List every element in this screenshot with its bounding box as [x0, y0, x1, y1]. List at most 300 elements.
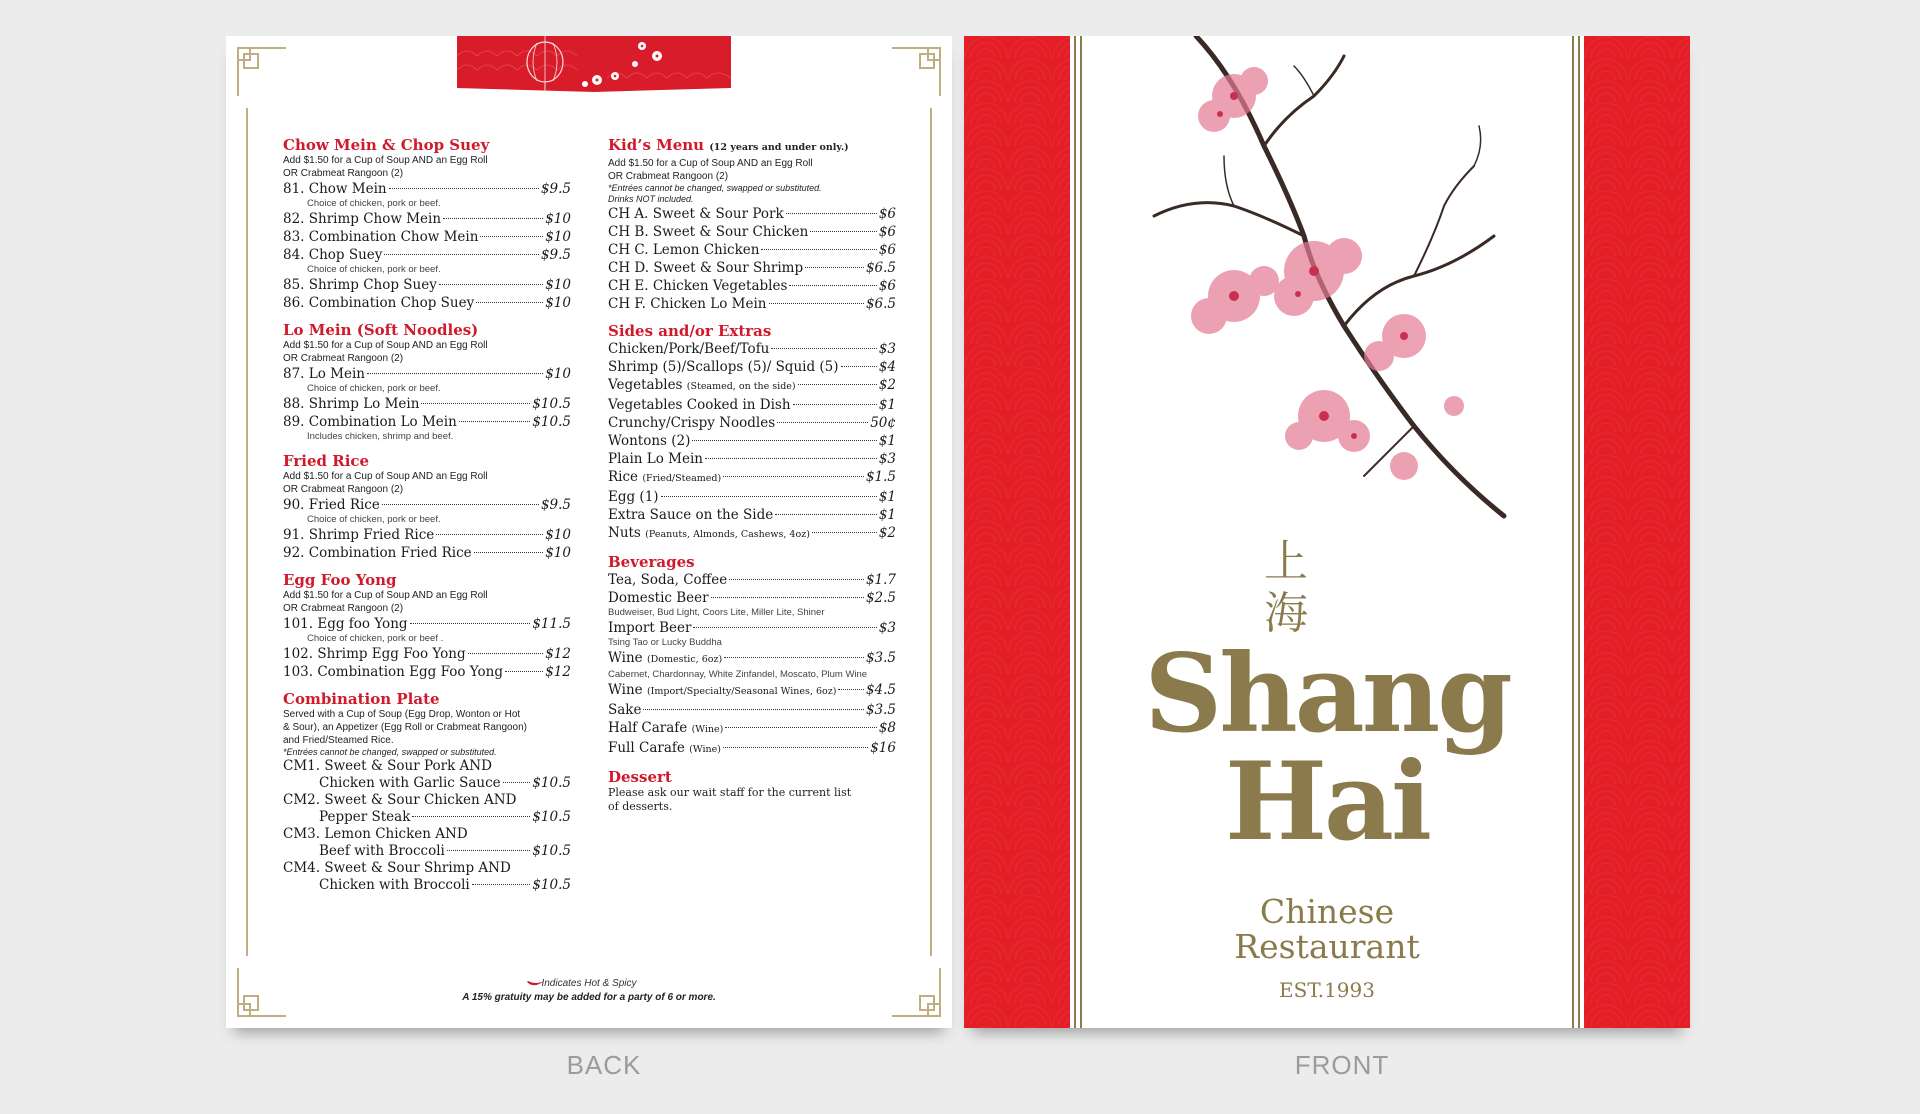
- dot-leader: [443, 218, 543, 219]
- menu-item: [608, 701, 896, 719]
- menu-item: [283, 210, 571, 228]
- section-title-text: Egg Foo Yong: [283, 571, 397, 589]
- item-name: [608, 571, 727, 589]
- item-price: $10: [545, 527, 571, 543]
- combo-item: [283, 792, 571, 826]
- menu-item: [283, 615, 571, 633]
- item-price: $3.5: [865, 702, 896, 718]
- section-note: Add $1.50 for a Cup of Soup AND an Egg Roll: [283, 590, 488, 601]
- dot-leader: [468, 653, 544, 654]
- menu-item: [283, 246, 571, 264]
- section-title-text: Dessert: [608, 768, 672, 786]
- menu-item: [608, 681, 896, 701]
- section-italic-note: Drinks NOT included.: [608, 194, 694, 204]
- item-name-text: Chicken/Pork/Beef/Tofu: [608, 341, 770, 357]
- section-title-text: Beverages: [608, 553, 695, 571]
- menu-item: [283, 413, 571, 431]
- menu-item: [283, 228, 571, 246]
- menu-item: [608, 259, 896, 277]
- item-name-text: Import Beer: [608, 620, 692, 636]
- dot-leader: [786, 213, 877, 214]
- section-note: OR Crabmeat Rangoon (2): [608, 171, 729, 182]
- item-name-text: Wontons (2): [608, 433, 691, 449]
- menu-right-column: [608, 136, 896, 823]
- combo-item-line2-text: Chicken with Broccoli: [319, 877, 470, 893]
- item-name: [283, 365, 365, 383]
- item-name: [608, 739, 721, 759]
- item-price: $6: [878, 242, 896, 258]
- item-price: $3: [878, 341, 896, 357]
- item-name: [283, 544, 472, 562]
- item-price: $12: [545, 646, 571, 662]
- subtitle-line2: Restaurant: [1234, 927, 1420, 966]
- menu-item: [283, 395, 571, 413]
- item-name-text: Egg (1): [608, 489, 659, 505]
- menu-item: [283, 180, 571, 198]
- section-title: [608, 136, 896, 157]
- item-name-text: 81. Chow Mein: [283, 181, 387, 197]
- item-price: $10.5: [532, 877, 571, 893]
- item-price: $3: [878, 451, 896, 467]
- item-price: $6: [878, 278, 896, 294]
- menu-item: [608, 571, 896, 589]
- dot-leader: [775, 514, 877, 515]
- item-description: Choice of chicken, pork or beef.: [307, 264, 441, 275]
- dot-leader: [474, 552, 544, 553]
- item-name: [608, 719, 723, 739]
- menu-item: [283, 365, 571, 383]
- menu-item: [608, 488, 896, 506]
- combo-item: [283, 758, 571, 792]
- menu-item: [283, 294, 571, 312]
- item-name-text: 86. Combination Chop Suey: [283, 295, 475, 311]
- item-name: [608, 376, 796, 396]
- gold-border-left: [1074, 36, 1082, 1028]
- section-title: [283, 136, 571, 154]
- item-name-text: Wine: [608, 682, 643, 698]
- dot-leader: [838, 689, 864, 690]
- section-title-text: Sides and/or Extras: [608, 322, 772, 340]
- item-price: $9.5: [540, 497, 571, 513]
- section-title-text: Chow Mein & Chop Suey: [283, 136, 490, 154]
- dot-leader: [412, 816, 530, 817]
- combo-item-line1: CM2. Sweet & Sour Chicken AND: [283, 792, 517, 808]
- item-price: $10: [545, 545, 571, 561]
- dot-leader: [769, 303, 864, 304]
- item-name: [608, 619, 691, 637]
- item-price: $1: [878, 397, 896, 413]
- item-price: $10.5: [532, 775, 571, 791]
- section-note: Add $1.50 for a Cup of Soup AND an Egg Roll: [283, 471, 488, 482]
- menu-section: [608, 136, 896, 313]
- item-name: [283, 210, 441, 228]
- gold-border-right: [1572, 36, 1580, 1028]
- menu-section: [608, 553, 896, 759]
- item-name-text: CH C. Lemon Chicken: [608, 242, 760, 258]
- item-price: $10.5: [532, 809, 571, 825]
- dot-leader: [841, 366, 877, 367]
- dot-leader: [410, 623, 531, 624]
- subtitle-line1: Chinese: [1259, 892, 1395, 931]
- dot-leader: [389, 188, 539, 189]
- dot-leader: [724, 657, 864, 658]
- item-name: [283, 615, 408, 633]
- item-price: $16: [870, 740, 896, 756]
- combo-item-line2: [283, 877, 571, 894]
- corner-ornament-icon: [236, 46, 288, 98]
- section-note: Add $1.50 for a Cup of Soup AND an Egg Roll: [283, 155, 488, 166]
- item-description: Budweiser, Bud Light, Coors Lite, Miller Lite, Shiner: [608, 607, 825, 618]
- item-name-text: 82. Shrimp Chow Mein: [283, 211, 442, 227]
- menu-item: [608, 340, 896, 358]
- item-qualifier: (Steamed, on the side): [686, 381, 796, 392]
- item-price: $10: [545, 229, 571, 245]
- dot-leader: [505, 671, 543, 672]
- item-name: [608, 295, 767, 313]
- item-qualifier: (Import/Specialty/Seasonal Wines, 6oz): [646, 686, 837, 697]
- dot-leader: [723, 747, 868, 748]
- item-name-text: CH F. Chicken Lo Mein: [608, 296, 767, 312]
- item-description: Choice of chicken, pork or beef .: [307, 633, 444, 644]
- item-name: [608, 241, 759, 259]
- item-description: Choice of chicken, pork or beef.: [307, 383, 441, 394]
- item-name-text: Extra Sauce on the Side: [608, 507, 774, 523]
- combo-item-line2: [283, 775, 571, 792]
- item-price: $1: [878, 489, 896, 505]
- combo-item-line1: CM1. Sweet & Sour Pork AND: [283, 758, 492, 774]
- menu-item: [608, 450, 896, 468]
- item-name: [283, 180, 387, 198]
- item-name: [283, 496, 380, 514]
- item-price: $11.5: [532, 616, 571, 632]
- menu-item: [283, 526, 571, 544]
- item-price: $1: [878, 507, 896, 523]
- item-name: [283, 526, 434, 544]
- item-name-text: 89. Combination Lo Mein: [283, 414, 457, 430]
- item-price: $6.5: [865, 260, 896, 276]
- combo-item-line2: [283, 809, 571, 826]
- item-name-text: Rice: [608, 469, 639, 485]
- section-note: OR Crabmeat Rangoon (2): [283, 168, 404, 179]
- item-name: [608, 506, 773, 524]
- menu-item: [608, 295, 896, 313]
- dot-leader: [661, 496, 877, 497]
- item-price: $9.5: [540, 181, 571, 197]
- item-name-text: 85. Shrimp Chop Suey: [283, 277, 437, 293]
- item-name-text: 103. Combination Egg Foo Yong: [283, 664, 503, 680]
- combo-item-line2-text: Pepper Steak: [319, 809, 411, 825]
- item-price: $6.5: [865, 296, 896, 312]
- combo-item: [283, 826, 571, 860]
- item-name: [608, 205, 784, 223]
- dot-leader: [480, 236, 543, 237]
- menu-item: [608, 619, 896, 637]
- corner-ornament-icon: [890, 46, 942, 98]
- item-description: Tsing Tao or Lucky Buddha: [608, 637, 722, 648]
- item-qualifier: (Wine): [689, 744, 721, 755]
- item-name: [283, 663, 503, 681]
- item-price: $3.5: [865, 650, 896, 666]
- dot-leader: [793, 404, 877, 405]
- item-name-text: Sake: [608, 702, 642, 718]
- item-description: Cabernet, Chardonnay, White Zinfandel, Moscato, Plum Wine: [608, 669, 868, 680]
- dot-leader: [503, 782, 531, 783]
- menu-item: [608, 739, 896, 759]
- item-name-text: 83. Combination Chow Mein: [283, 229, 479, 245]
- item-name: [608, 701, 641, 719]
- item-name-text: Wine: [608, 650, 643, 666]
- item-name: [608, 450, 703, 468]
- dot-leader: [693, 627, 876, 628]
- menu-section: [608, 322, 896, 544]
- item-name-text: CH D. Sweet & Sour Shrimp: [608, 260, 804, 276]
- menu-item: [608, 241, 896, 259]
- item-price: $10: [545, 366, 571, 382]
- dot-leader: [810, 231, 877, 232]
- dot-leader: [777, 422, 868, 423]
- dot-leader: [476, 302, 543, 303]
- item-name: [608, 277, 787, 295]
- section-note: Served with a Cup of Soup (Egg Drop, Wonton or Hot: [283, 709, 521, 720]
- item-name-text: 92. Combination Fried Rice: [283, 545, 472, 561]
- dot-leader: [692, 440, 876, 441]
- front-caption: FRONT: [1294, 1050, 1390, 1080]
- section-title: [283, 452, 571, 470]
- section-note: OR Crabmeat Rangoon (2): [283, 484, 404, 495]
- combo-item-line2: [283, 843, 571, 860]
- menu-item: [608, 719, 896, 739]
- cherry-blossom-illustration: [1114, 36, 1554, 536]
- lantern-banner: [457, 36, 731, 92]
- item-name-text: Vegetables Cooked in Dish: [608, 397, 791, 413]
- item-price: $3: [878, 620, 896, 636]
- menu-item: [283, 645, 571, 663]
- combo-item-line1: CM3. Lemon Chicken AND: [283, 826, 468, 842]
- menu-item: [608, 468, 896, 488]
- item-name: [283, 276, 437, 294]
- dot-leader: [771, 348, 876, 349]
- item-name: [283, 246, 382, 264]
- menu-item: [608, 223, 896, 241]
- item-price: $10: [545, 277, 571, 293]
- menu-left-column: [283, 136, 571, 903]
- item-name-text: 102. Shrimp Egg Foo Yong: [283, 646, 466, 662]
- menu-item: [608, 396, 896, 414]
- item-name-text: Crunchy/Crispy Noodles: [608, 415, 776, 431]
- combo-item-line2-text: Chicken with Garlic Sauce: [319, 775, 501, 791]
- menu-item: [283, 663, 571, 681]
- dot-leader: [789, 285, 876, 286]
- red-pattern-stripe-right: [1584, 36, 1690, 1028]
- dot-leader: [459, 421, 531, 422]
- item-name: [608, 414, 775, 432]
- item-name: [608, 259, 803, 277]
- item-price: $10.5: [532, 414, 571, 430]
- combo-item-line2-text: Beef with Broccoli: [319, 843, 445, 859]
- dot-leader: [436, 534, 543, 535]
- established-year: EST.1993: [1279, 978, 1375, 1002]
- item-qualifier: (Peanuts, Almonds, Cashews, 4oz): [645, 529, 810, 540]
- item-price: $10: [545, 295, 571, 311]
- dot-leader: [367, 373, 543, 374]
- dot-leader: [729, 579, 864, 580]
- menu-item: [283, 544, 571, 562]
- item-price: $2.5: [865, 590, 896, 606]
- item-qualifier: (Wine): [691, 724, 724, 735]
- dot-leader: [723, 476, 864, 477]
- item-name-text: CH E. Chicken Vegetables: [608, 278, 788, 294]
- item-name-text: 88. Shrimp Lo Mein: [283, 396, 420, 412]
- section-note: OR Crabmeat Rangoon (2): [283, 603, 404, 614]
- restaurant-name-line2: Hai: [1224, 739, 1430, 865]
- item-price: $12: [545, 664, 571, 680]
- menu-item: [608, 649, 896, 669]
- section-italic-note: *Entrées cannot be changed, swapped or substituted.: [608, 183, 822, 193]
- item-name-text: 87. Lo Mein: [283, 366, 365, 382]
- dot-leader: [439, 284, 543, 285]
- item-name-text: CH B. Sweet & Sour Chicken: [608, 224, 809, 240]
- dot-leader: [447, 850, 530, 851]
- item-qualifier: (Domestic, 6oz): [646, 654, 723, 665]
- item-price: 50¢: [870, 415, 896, 431]
- item-price: $4: [878, 359, 896, 375]
- item-name: [608, 396, 791, 414]
- menu-item: [283, 276, 571, 294]
- menu-item: [608, 432, 896, 450]
- menu-item: [283, 496, 571, 514]
- item-qualifier: (Fried/Steamed): [642, 473, 722, 484]
- combo-item: [283, 860, 571, 894]
- red-pattern-stripe-left: [964, 36, 1070, 1028]
- item-name: [283, 395, 419, 413]
- item-name-text: Plain Lo Mein: [608, 451, 703, 467]
- section-title-text: Lo Mein (Soft Noodles): [283, 321, 479, 339]
- dot-leader: [382, 504, 539, 505]
- menu-item: [608, 414, 896, 432]
- item-name: [608, 681, 836, 701]
- item-name-text: Shrimp (5)/Scallops (5)/ Squid (5): [608, 359, 839, 375]
- section-note: & Sour), an Appetizer (Egg Roll or Crabmeat Rangoon): [283, 722, 528, 733]
- item-description: Choice of chicken, pork or beef.: [307, 198, 441, 209]
- dot-leader: [761, 249, 876, 250]
- border-line-left: [246, 108, 248, 956]
- dot-leader: [421, 403, 530, 404]
- hot-spicy-legend: Indicates Hot & Spicy: [541, 978, 637, 989]
- dot-leader: [705, 458, 877, 459]
- section-title-text: Kid’s Menu: [608, 136, 705, 154]
- dot-leader: [472, 884, 531, 885]
- section-title: [283, 571, 571, 589]
- gratuity-note: A 15% gratuity may be added for a party of 6 or more.: [462, 992, 716, 1003]
- chinese-characters: 上 海: [1264, 536, 1308, 639]
- section-title-text: Fried Rice: [283, 452, 370, 470]
- dot-leader: [798, 384, 877, 385]
- item-price: $10: [545, 211, 571, 227]
- section-note: and Fried/Steamed Rice.: [283, 735, 394, 746]
- menu-section: [283, 321, 571, 443]
- dot-leader: [711, 597, 864, 598]
- section-title: [608, 768, 896, 786]
- item-name: [283, 413, 457, 431]
- section-title: [608, 322, 896, 340]
- item-description: Choice of chicken, pork or beef.: [307, 514, 441, 525]
- item-name-text: 101. Egg foo Yong: [283, 616, 408, 632]
- item-name: [608, 524, 810, 544]
- dot-leader: [725, 727, 876, 728]
- item-description: Includes chicken, shrimp and beef.: [307, 431, 454, 442]
- item-name: [608, 358, 839, 376]
- dessert-text: Please ask our wait staff for the current list: [608, 786, 852, 799]
- section-note: Add $1.50 for a Cup of Soup AND an Egg Roll: [283, 340, 488, 351]
- section-title: [283, 321, 571, 339]
- item-price: $10.5: [532, 843, 571, 859]
- section-subtitle: (12 years and under only.): [709, 142, 849, 153]
- item-price: $1.5: [865, 469, 896, 485]
- section-title-text: Combination Plate: [283, 690, 440, 708]
- menu-item: [608, 376, 896, 396]
- item-name: [608, 488, 659, 506]
- section-title: [283, 690, 571, 708]
- item-name: [283, 645, 466, 663]
- menu-item: [608, 358, 896, 376]
- item-name: [608, 432, 690, 450]
- menu-back-page: [226, 36, 952, 1028]
- item-price: $4.5: [865, 682, 896, 698]
- item-name: [608, 223, 808, 241]
- item-name-text: 84. Chop Suey: [283, 247, 383, 263]
- item-name-text: Vegetables: [608, 377, 683, 393]
- item-name-text: 90. Fried Rice: [283, 497, 380, 513]
- section-title: [608, 553, 896, 571]
- item-price: $6: [878, 206, 896, 222]
- section-note: OR Crabmeat Rangoon (2): [283, 353, 404, 364]
- item-price: $1: [878, 433, 896, 449]
- item-price: $9.5: [540, 247, 571, 263]
- item-price: $6: [878, 224, 896, 240]
- item-name: [608, 340, 769, 358]
- menu-section: [283, 690, 571, 894]
- dot-leader: [384, 254, 539, 255]
- menu-item: [608, 524, 896, 544]
- section-note: Add $1.50 for a Cup of Soup AND an Egg Roll: [608, 158, 813, 169]
- item-name: [608, 589, 709, 607]
- menu-item: [608, 506, 896, 524]
- menu-section: [283, 136, 571, 312]
- item-name: [608, 649, 722, 669]
- item-price: $1.7: [865, 572, 896, 588]
- item-price: $2: [878, 525, 896, 541]
- dot-leader: [643, 709, 863, 710]
- menu-front-page: [964, 36, 1690, 1028]
- item-name-text: Nuts: [608, 525, 641, 541]
- border-line-right: [930, 108, 932, 956]
- restaurant-name-line1: Shang: [1144, 631, 1510, 757]
- item-name-text: Half Carafe: [608, 720, 688, 736]
- item-name-text: CH A. Sweet & Sour Pork: [608, 206, 784, 222]
- menu-item: [608, 277, 896, 295]
- item-name: [608, 468, 721, 488]
- menu-section: [283, 571, 571, 681]
- item-price: $10.5: [532, 396, 571, 412]
- dot-leader: [812, 532, 877, 533]
- menu-item: [608, 205, 896, 223]
- dessert-text: of desserts.: [608, 800, 673, 813]
- menu-section: [608, 768, 896, 814]
- section-italic-note: *Entrées cannot be changed, swapped or substituted.: [283, 747, 497, 757]
- item-price: $8: [878, 720, 896, 736]
- combo-item-line1: CM4. Sweet & Sour Shrimp AND: [283, 860, 511, 876]
- item-name-text: Tea, Soda, Coffee: [608, 572, 728, 588]
